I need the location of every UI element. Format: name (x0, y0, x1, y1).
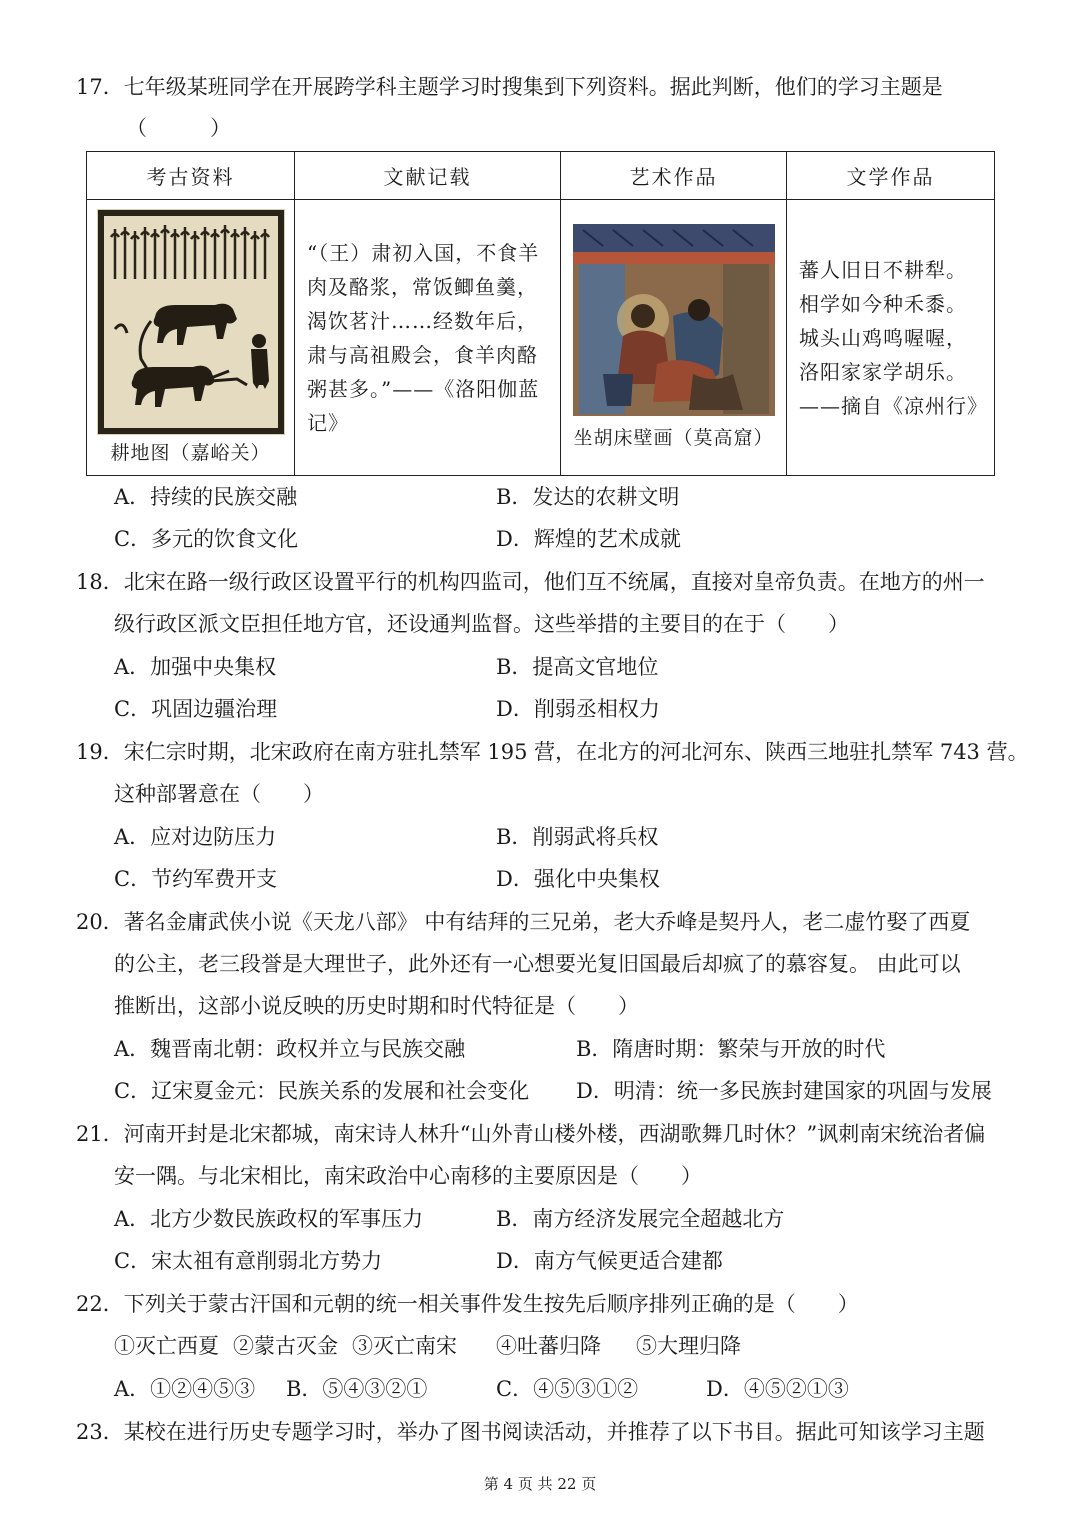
page-footer: 第 4 页 共 22 页 (483, 1475, 597, 1493)
q18-stem-line2: 级行政区派文臣担任地方官，还设通判监督。这些举措的主要目的在于（ ） (114, 612, 849, 636)
q17-source-table (86, 151, 995, 476)
poetry-cell (787, 200, 995, 476)
literature-quote: “（王）肃初入国，不食羊肉及酪浆，常饭鲫鱼羹，渴饮茗汁……经数年后，肃与高祖殿会，食羊肉酪粥甚多。”——《洛阳伽蓝记》 (307, 240, 540, 435)
ploughing-mural-image (97, 209, 285, 435)
art-cell (561, 200, 787, 476)
q20-stem-line2: 的公主，老三段誉是大理世子，此外还有一心想要光复旧国最后却疯了的慕容复。 由此可以 (114, 952, 961, 976)
q20-option-b[interactable]: B．隋唐时期：繁荣与开放的时代 (576, 1037, 886, 1061)
q23-stem-line1: 23．某校在进行历史专题学习时，举办了图书阅读活动，并推荐了以下书目。据此可知该学习主题 (76, 1420, 985, 1444)
q19-option-c[interactable]: C．节约军费开支 (114, 867, 278, 891)
hu-chair-mural-image (573, 224, 775, 416)
q17-option-c[interactable]: C．多元的饮食文化 (114, 527, 299, 551)
q18-option-d[interactable]: D．削弱丞相权力 (496, 697, 660, 721)
q22-event-5: ⑤大理归降 (636, 1334, 741, 1358)
q21-option-b[interactable]: B．南方经济发展完全超越北方 (496, 1207, 785, 1231)
table-header-art: 艺术作品 (561, 152, 787, 200)
q18-option-c[interactable]: C．巩固边疆治理 (114, 697, 278, 721)
q22-option-c[interactable]: C．④⑤③①② (496, 1377, 639, 1401)
q17-option-a[interactable]: A．持续的民族交融 (114, 485, 298, 509)
table-header-poetry: 文学作品 (787, 152, 995, 200)
q20-option-c[interactable]: C．辽宋夏金元：民族关系的发展和社会变化 (114, 1079, 530, 1103)
art-caption: 坐胡床壁画（莫高窟） (573, 426, 774, 449)
q21-option-c[interactable]: C．宋太祖有意削弱北方势力 (114, 1249, 383, 1273)
q19-option-a[interactable]: A．应对边防压力 (114, 825, 277, 849)
q21-option-d[interactable]: D．南方气候更适合建都 (496, 1249, 723, 1273)
q21-stem-line2: 安一隅。与北宋相比，南宋政治中心南移的主要原因是（ ） (114, 1164, 702, 1188)
q18-stem-line1: 18．北宋在路一级行政区设置平行的机构四监司，他们互不统属，直接对皇帝负责。在地方的州一 (76, 570, 985, 594)
q22-option-b[interactable]: B．⑤④③②① (286, 1377, 428, 1401)
q17-option-d[interactable]: D．辉煌的艺术成就 (496, 527, 681, 551)
table-header-archaeology: 考古资料 (87, 152, 295, 200)
q22-option-a[interactable]: A．①②④⑤③ (114, 1377, 256, 1401)
q21-option-a[interactable]: A．北方少数民族政权的军事压力 (114, 1207, 424, 1231)
q19-stem-line2: 这种部署意在（ ） (114, 782, 324, 806)
q20-stem-line1: 20．著名金庸武侠小说《天龙八部》 中有结拜的三兄弟，老大乔峰是契丹人，老二虚竹娶了西夏 (76, 910, 971, 934)
q22-event-3: ③灭亡南宋 (352, 1334, 457, 1358)
q22-option-d[interactable]: D．④⑤②①③ (706, 1377, 849, 1401)
archaeology-cell (87, 200, 295, 476)
q17-answer-blank: （ ） (126, 116, 231, 140)
q17-option-b[interactable]: B．发达的农耕文明 (496, 485, 680, 509)
q19-stem-line1: 19．宋仁宗时期，北宋政府在南方驻扎禁军 195 营，在北方的河北河东、陕西三地驻扎禁军 743 营。 (76, 740, 1029, 764)
literature-cell (295, 200, 561, 476)
table-header-literature: 文献记载 (295, 152, 561, 200)
poetry-quote: 蕃人旧日不耕犁。相学如今种禾黍。城头山鸡鸣喔喔，洛阳家家学胡乐。——摘自《凉州行》 (799, 257, 988, 418)
archaeology-caption: 耕地图（嘉峪关） (110, 441, 271, 464)
q20-option-d[interactable]: D．明清：统一多民族封建国家的巩固与发展 (576, 1079, 992, 1103)
q19-option-b[interactable]: B．削弱武将兵权 (496, 825, 659, 849)
q22-event-4: ④吐蕃归降 (496, 1334, 601, 1358)
q18-option-a[interactable]: A．加强中央集权 (114, 655, 277, 679)
q22-event-1: ①灭亡西夏 (114, 1334, 219, 1358)
q22-stem-line1: 22．下列关于蒙古汗国和元朝的统一相关事件发生按先后顺序排列正确的是（ ） (76, 1292, 859, 1316)
q18-option-b[interactable]: B．提高文官地位 (496, 655, 659, 679)
q22-event-2: ②蒙古灭金 (233, 1334, 338, 1358)
q20-option-a[interactable]: A．魏晋南北朝：政权并立与民族交融 (114, 1037, 466, 1061)
q20-stem-line3: 推断出，这部小说反映的历史时期和时代特征是（ ） (114, 994, 639, 1018)
q21-stem-line1: 21．河南开封是北宋都城，南宋诗人林升“山外青山楼外楼，西湖歌舞几时休？”讽刺南宋统治者偏 (76, 1122, 986, 1146)
q17-stem-line1: 17．七年级某班同学在开展跨学科主题学习时搜集到下列资料。据此判断，他们的学习主题是 (76, 75, 943, 99)
q19-option-d[interactable]: D．强化中央集权 (496, 867, 660, 891)
